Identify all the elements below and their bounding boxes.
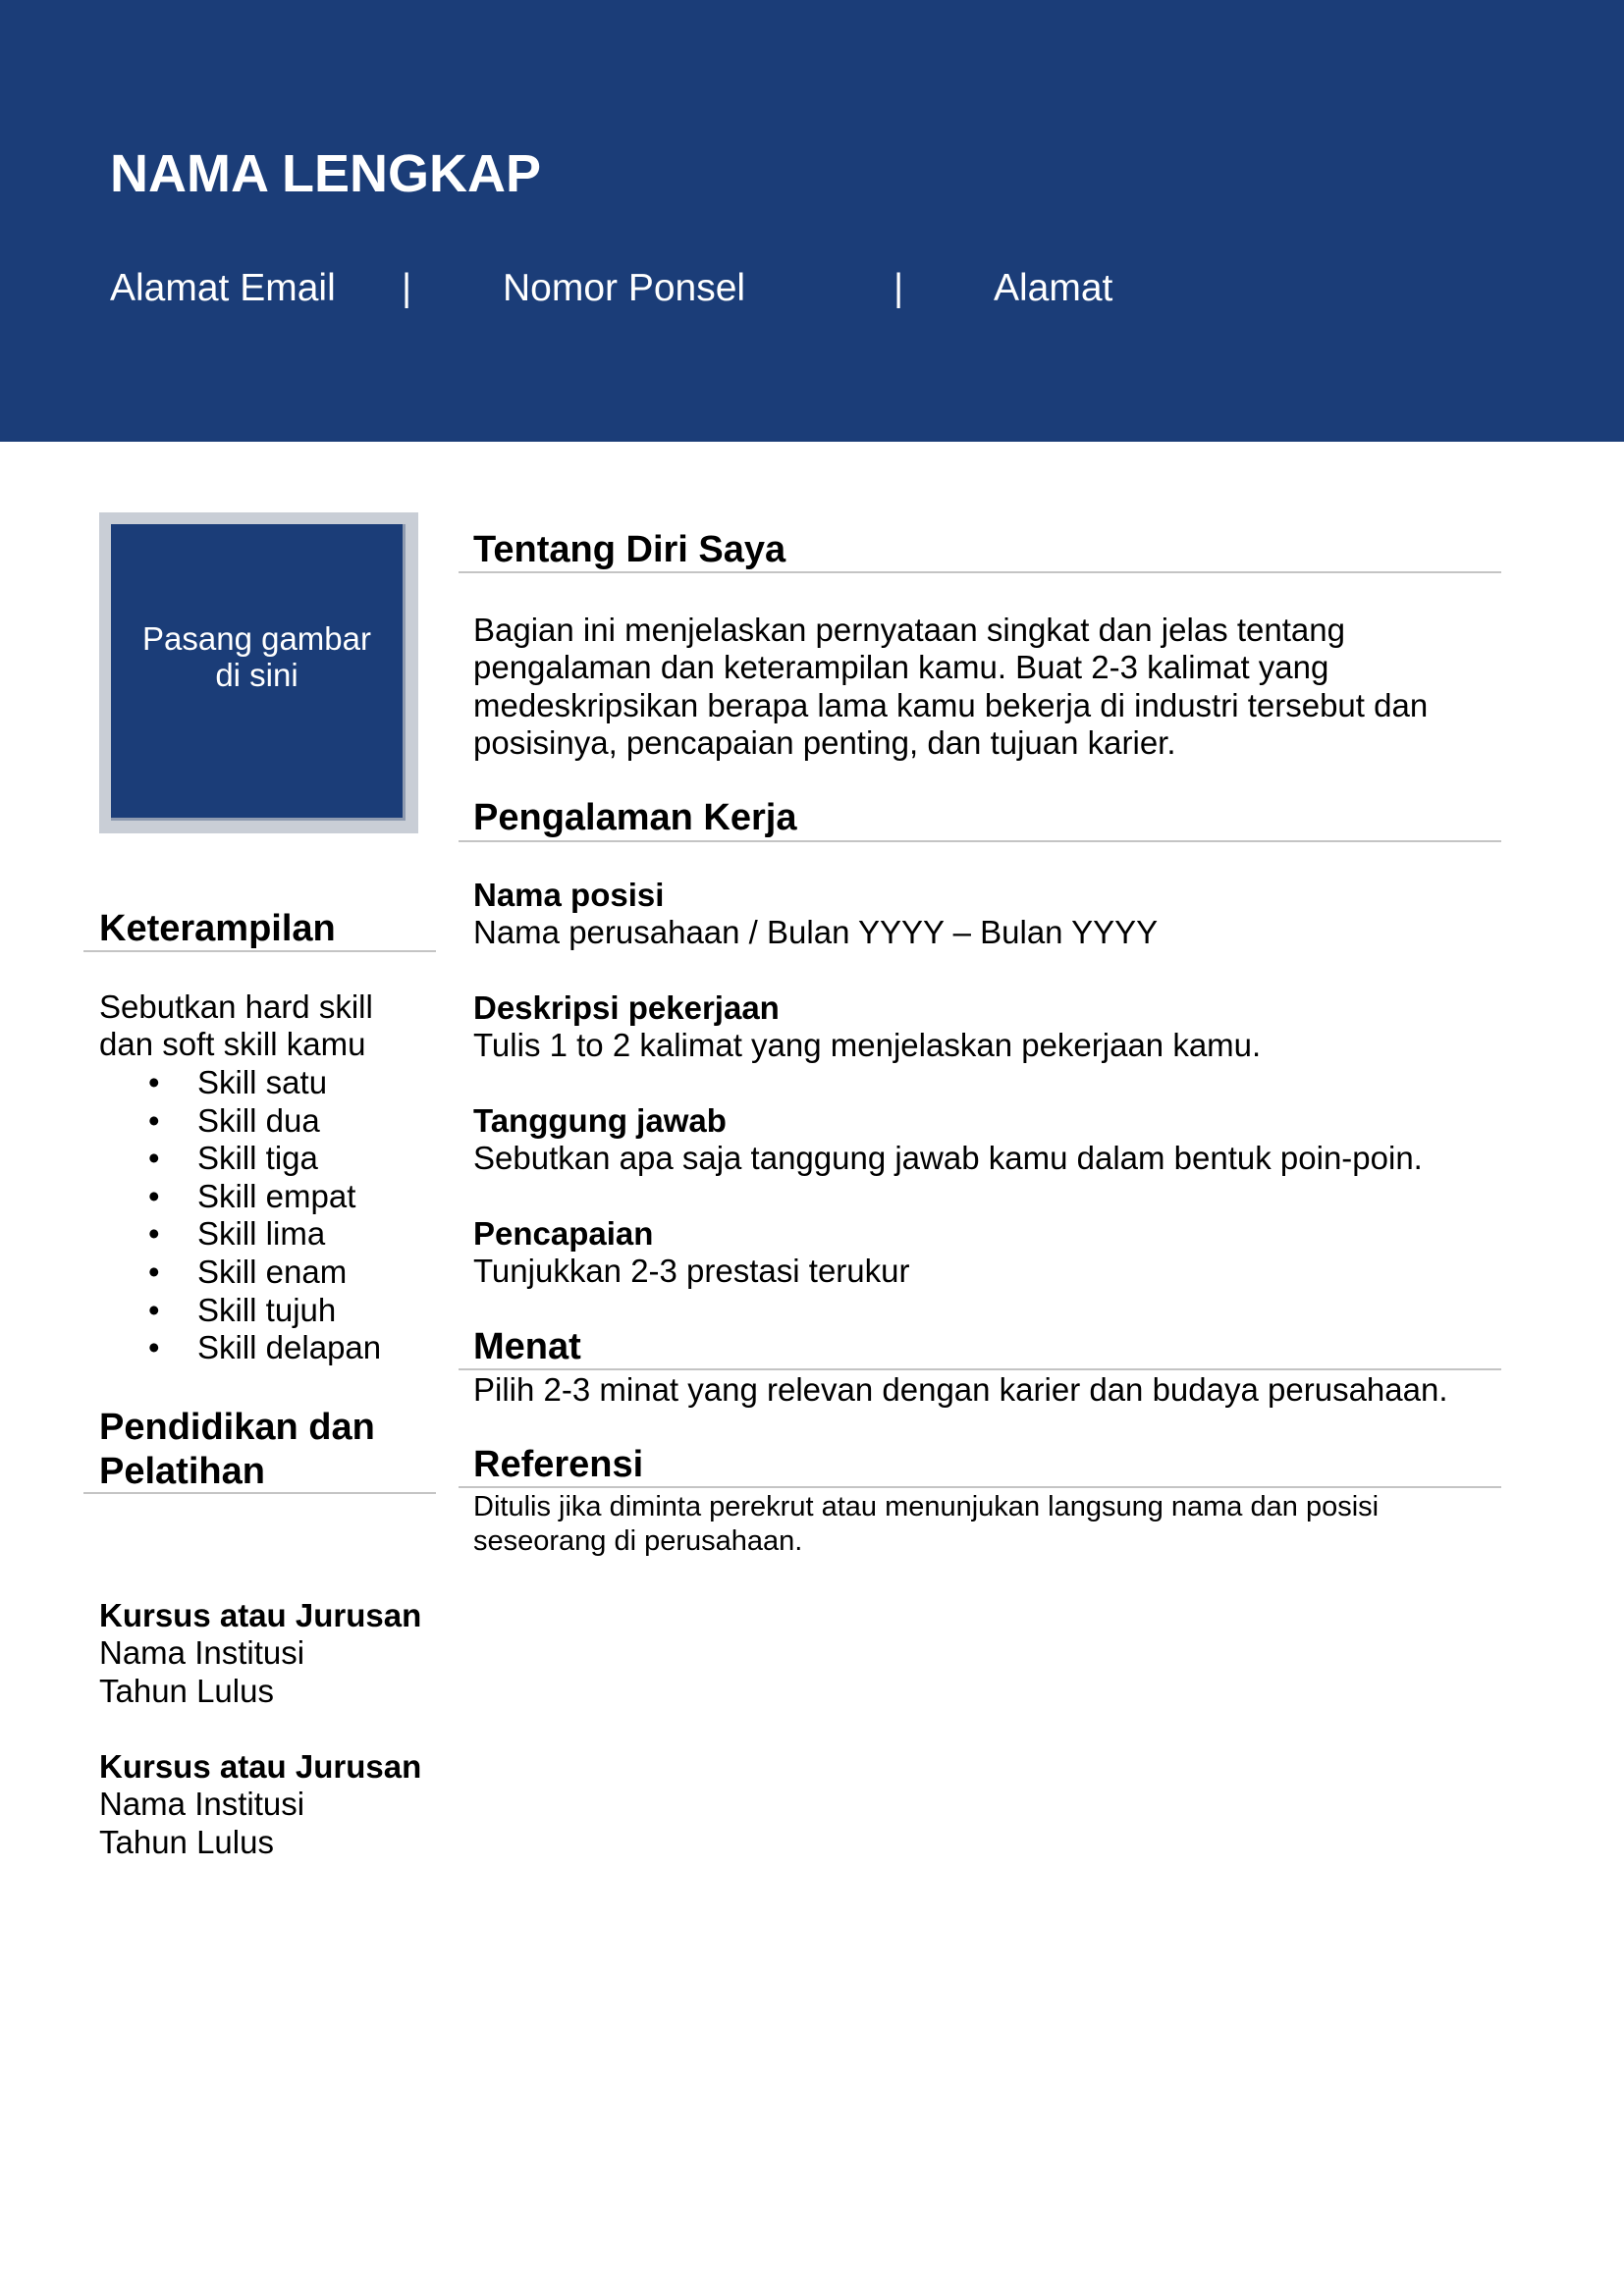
contact-separator: | (402, 267, 412, 309)
education-year: Tahun Lulus (99, 1673, 274, 1709)
position-value: Nama perusahaan / Bulan YYYY – Bulan YYYY (473, 914, 1159, 950)
skill-item (99, 1254, 381, 1292)
skills-heading: Keterampilan (99, 908, 336, 949)
achievement-value: Tunjukkan 2-3 prestasi terukur (473, 1253, 910, 1289)
education-course: Kursus atau Jurusan (99, 1748, 422, 1785)
skill-label: Skill delapan (197, 1329, 382, 1366)
references-divider (459, 1486, 1501, 1488)
interests-text: Pilih 2-3 minat yang relevan dengan karier dan budaya perusahaan. (473, 1371, 1448, 1408)
about-line: posisinya, pencapaian penting, dan tujuan karier. (473, 724, 1176, 761)
skill-label: Skill tiga (197, 1140, 318, 1177)
photo-placeholder (99, 512, 418, 833)
email-address: Alamat Email (110, 267, 336, 309)
skill-label: Skill lima (197, 1215, 326, 1253)
education-heading-line-1: Pendidikan dan (99, 1407, 375, 1448)
skill-label: Skill enam (197, 1253, 348, 1290)
about-divider (459, 571, 1501, 573)
skills-list (99, 1064, 381, 1367)
about-heading: Tentang Diri Saya (473, 529, 786, 570)
bullet-icon: • (148, 1101, 160, 1139)
skill-label: Skill dua (197, 1101, 320, 1139)
skill-item (99, 1102, 381, 1141)
bullet-icon: • (148, 1177, 160, 1214)
photo-box (111, 524, 406, 821)
education-course: Kursus atau Jurusan (99, 1597, 422, 1633)
interests-divider (459, 1368, 1501, 1370)
about-line: pengalaman dan keterampilan kamu. Buat 2-3 kalimat yang (473, 649, 1329, 685)
achievement-label: Pencapaian (473, 1215, 654, 1252)
job-description-label: Deskripsi pekerjaan (473, 989, 780, 1026)
skill-label: Skill empat (197, 1177, 356, 1214)
references-heading: Referensi (473, 1444, 644, 1485)
education-institution: Nama Institusi (99, 1786, 305, 1822)
skills-intro-line-1: Sebutkan hard skill (99, 988, 373, 1025)
skills-divider (83, 950, 436, 952)
phone-number: Nomor Ponsel (503, 267, 746, 309)
responsibility-value: Sebutkan apa saja tanggung jawab kamu dalam bentuk poin-poin. (473, 1140, 1423, 1176)
skill-item (99, 1178, 381, 1216)
skills-intro-line-2: dan soft skill kamu (99, 1026, 366, 1062)
skill-item (99, 1064, 381, 1102)
bullet-icon: • (148, 1291, 160, 1328)
experience-heading: Pengalaman Kerja (473, 797, 797, 838)
bullet-icon: • (148, 1329, 160, 1366)
about-line: medeskripsikan berapa lama kamu bekerja di industri tersebut dan (473, 687, 1429, 723)
experience-divider (459, 840, 1501, 842)
about-line: Bagian ini menjelaskan pernyataan singkat dan jelas tentang (473, 612, 1345, 648)
skill-item (99, 1140, 381, 1178)
skill-item (99, 1215, 381, 1254)
bullet-icon: • (148, 1215, 160, 1253)
bullet-icon: • (148, 1140, 160, 1177)
header-band (0, 0, 1624, 442)
position-label: Nama posisi (473, 877, 665, 913)
education-heading-line-2: Pelatihan (99, 1451, 265, 1492)
skill-item (99, 1329, 381, 1367)
skill-label: Skill satu (197, 1064, 328, 1100)
skill-item (99, 1292, 381, 1330)
skill-label: Skill tujuh (197, 1291, 337, 1328)
references-line-2: seseorang di perusahaan. (473, 1525, 803, 1557)
contact-separator: | (893, 267, 904, 309)
education-year: Tahun Lulus (99, 1824, 274, 1860)
education-divider (83, 1492, 436, 1494)
responsibility-label: Tanggung jawab (473, 1102, 727, 1139)
full-name: NAMA LENGKAP (110, 144, 541, 203)
photo-placeholder-text: Pasang gambar di sini (142, 619, 371, 693)
bullet-icon: • (148, 1064, 160, 1100)
interests-heading: Menat (473, 1326, 581, 1367)
job-description-value: Tulis 1 to 2 kalimat yang menjelaskan pekerjaan kamu. (473, 1027, 1262, 1063)
home-address: Alamat (994, 267, 1113, 309)
references-line-1: Ditulis jika diminta perekrut atau menunjukan langsung nama dan posisi (473, 1491, 1380, 1522)
education-institution: Nama Institusi (99, 1634, 305, 1671)
bullet-icon: • (148, 1253, 160, 1290)
